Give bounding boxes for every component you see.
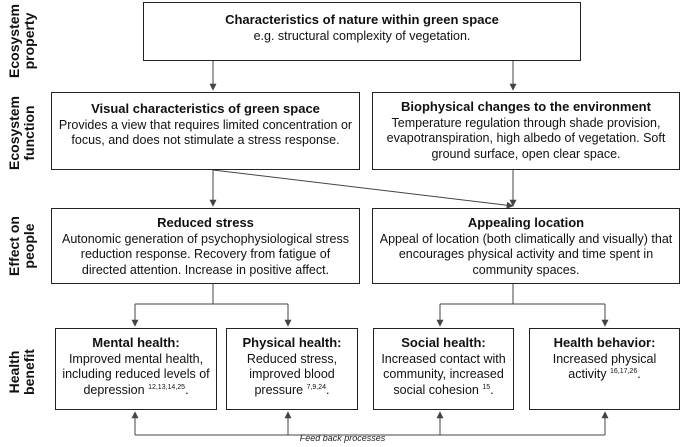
citation-refs: 16,17,26 [609,367,638,375]
box-characteristics-of-nature [143,2,581,61]
box-title: Appealing location [467,215,585,230]
row-label-health-benefit: Health benefit [6,349,38,395]
box-text: Improved mental health, including reduced levels of depression [62,351,210,397]
box-biophysical-changes [372,92,680,170]
box-title: Mental health: [92,335,180,350]
box-text: Reduced stress, improved blood pressure [246,351,338,397]
box-health-behavior: Health behavior: Increased physical activity $^{16,17,26}$. [529,328,680,410]
box-social-health: Social health: Increased contact with community, increased social cohesion $^{15}$. [373,328,514,410]
row-label-effect-on-people: Effect on people [6,216,38,276]
box-physical-health: Physical health: Reduced stress, improved blood pressure $^{7,9,24}$. [226,328,358,410]
arrow-visual-to-appealing [213,170,513,206]
citation-refs: 15 [482,383,491,391]
box-text: Temperature regulation through shade provision, evapotranspiration, high albedo of vegetation. Soft ground surface, open clear space. [386,115,666,161]
citation-refs: 12,13,14,25 [148,383,186,391]
citation-refs: 7,9,24 [306,383,327,391]
box-mental-health: Mental health: Improved mental health, including reduced levels of depression $^{12,13,14,25}$. [55,328,217,410]
box-title: Visual characteristics of green space [91,101,320,116]
box-text: e.g. structural complexity of vegetation. [253,28,471,43]
box-title: Social health: [401,335,486,350]
box-text: Appeal of location (both climatically and visually) that encourages physical activity and time spent in community spaces. [379,231,673,277]
row-label-ecosystem-function: Ecosystem function [6,96,37,170]
box-title: Reduced stress [157,215,254,230]
feedback-processes-label: Feed back processes [299,433,386,443]
box-text: Increased physical activity [552,351,657,381]
row-label-ecosystem-property: Ecosystem property [6,4,37,78]
box-title: Biophysical changes to the environment [401,99,651,114]
box-text: Provides a view that requires limited concentration or focus, and does not stimulate a stress response. [58,117,353,147]
box-title: Health behavior: [553,335,656,350]
box-title: Characteristics of nature within green space [225,12,499,27]
box-text: Increased contact with community, increased social cohesion [381,351,506,397]
box-reduced-stress [51,208,360,284]
box-title: Physical health: [242,335,342,350]
box-text: Autonomic generation of psychophysiological stress reduction response. Recovery from fatigue of directed attention. Increase in positive affect. [62,231,349,277]
box-visual-characteristics [51,92,360,170]
box-appealing-location [372,208,680,284]
